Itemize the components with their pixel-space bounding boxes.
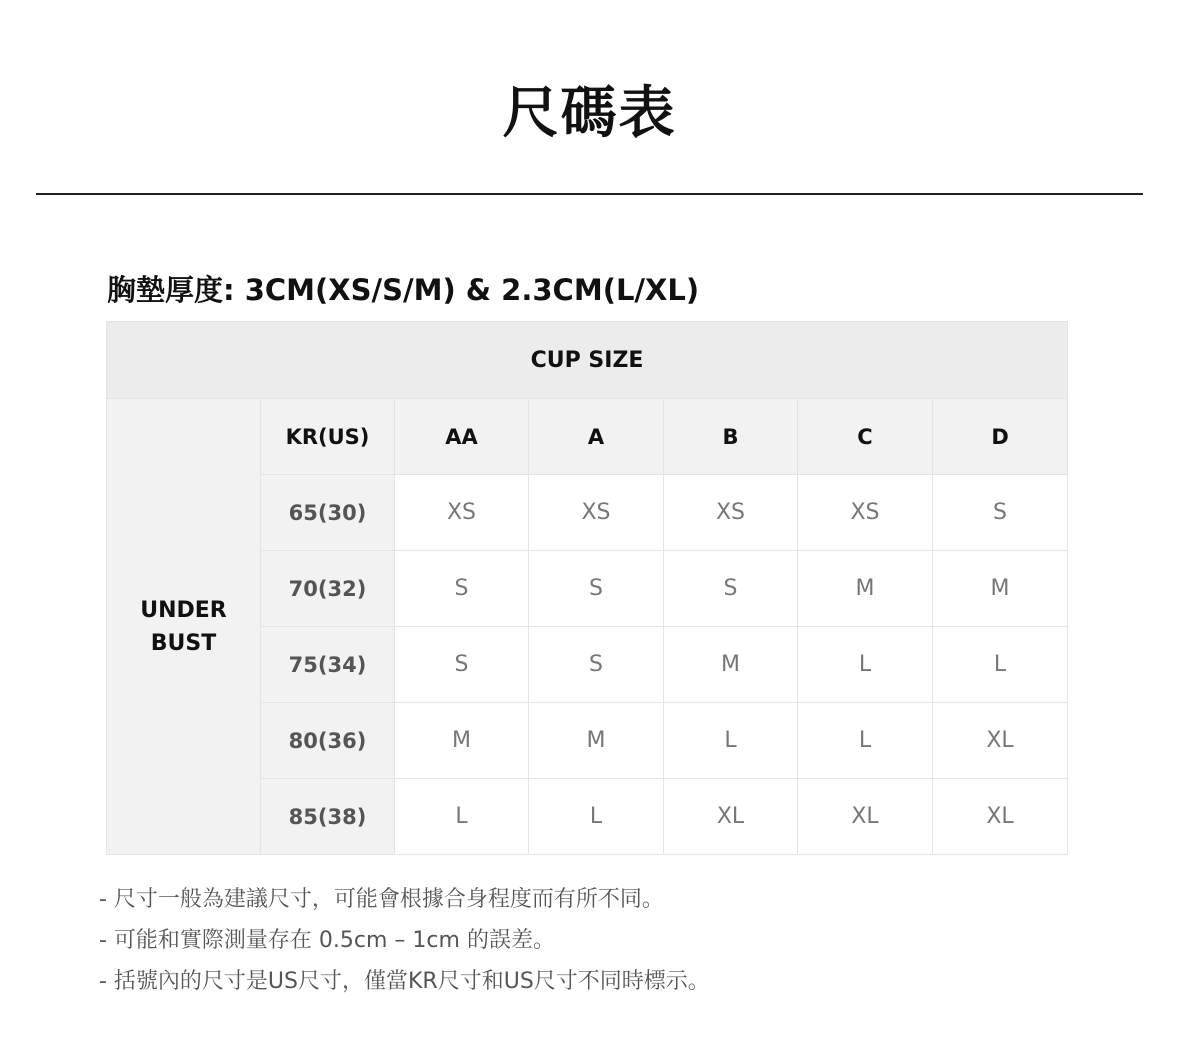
column-header-d: D: [933, 399, 1068, 475]
under-bust-line2: BUST: [150, 630, 217, 656]
size-cell: S: [933, 475, 1068, 551]
band-size-label: 70(32): [261, 551, 395, 627]
band-size-label: 65(30): [261, 475, 395, 551]
column-header-aa: AA: [395, 399, 529, 475]
pad-thickness-heading: 胸墊厚度: 3CM(XS/S/M) & 2.3CM(L/XL): [107, 273, 700, 307]
cup-size-row: [107, 322, 1068, 399]
size-cell: XL: [933, 703, 1068, 779]
column-header-row: [107, 399, 1068, 475]
size-cell: XS: [798, 475, 933, 551]
band-size-label: 80(36): [261, 703, 395, 779]
size-cell: XL: [664, 779, 798, 855]
note-line: - 括號內的尺寸是US尺寸，僅當KR尺寸和US尺寸不同時標示。: [99, 969, 710, 994]
size-cell: L: [395, 779, 529, 855]
size-cell: S: [664, 551, 798, 627]
under-bust-line1: UNDER: [140, 597, 227, 623]
size-cell: M: [798, 551, 933, 627]
size-notes: [99, 879, 710, 1002]
size-cell: L: [798, 703, 933, 779]
size-cell: S: [529, 551, 664, 627]
size-cell: L: [933, 627, 1068, 703]
size-cell: XL: [798, 779, 933, 855]
column-header-a: A: [529, 399, 664, 475]
band-size-label: 75(34): [261, 627, 395, 703]
cup-size-header: CUP SIZE: [107, 322, 1068, 399]
under-bust-label: [107, 399, 261, 855]
size-cell: S: [395, 551, 529, 627]
size-chart-table: [106, 321, 1068, 855]
column-header-b: B: [664, 399, 798, 475]
column-header-c: C: [798, 399, 933, 475]
size-cell: L: [798, 627, 933, 703]
size-cell: XL: [933, 779, 1068, 855]
size-cell: M: [664, 627, 798, 703]
size-cell: L: [664, 703, 798, 779]
size-cell: XS: [529, 475, 664, 551]
size-cell: XS: [664, 475, 798, 551]
note-line: - 可能和實際測量存在 0.5cm – 1cm 的誤差。: [99, 928, 555, 953]
size-cell: M: [395, 703, 529, 779]
size-cell: M: [933, 551, 1068, 627]
size-cell: S: [395, 627, 529, 703]
page-title: 尺碼表: [502, 81, 677, 146]
size-cell: S: [529, 627, 664, 703]
column-header-kr-us: KR(US): [261, 399, 395, 475]
title-divider: [36, 193, 1143, 195]
band-size-label: 85(38): [261, 779, 395, 855]
size-cell: XS: [395, 475, 529, 551]
size-cell: L: [529, 779, 664, 855]
size-cell: M: [529, 703, 664, 779]
note-line: - 尺寸一般為建議尺寸，可能會根據合身程度而有所不同。: [99, 887, 664, 912]
